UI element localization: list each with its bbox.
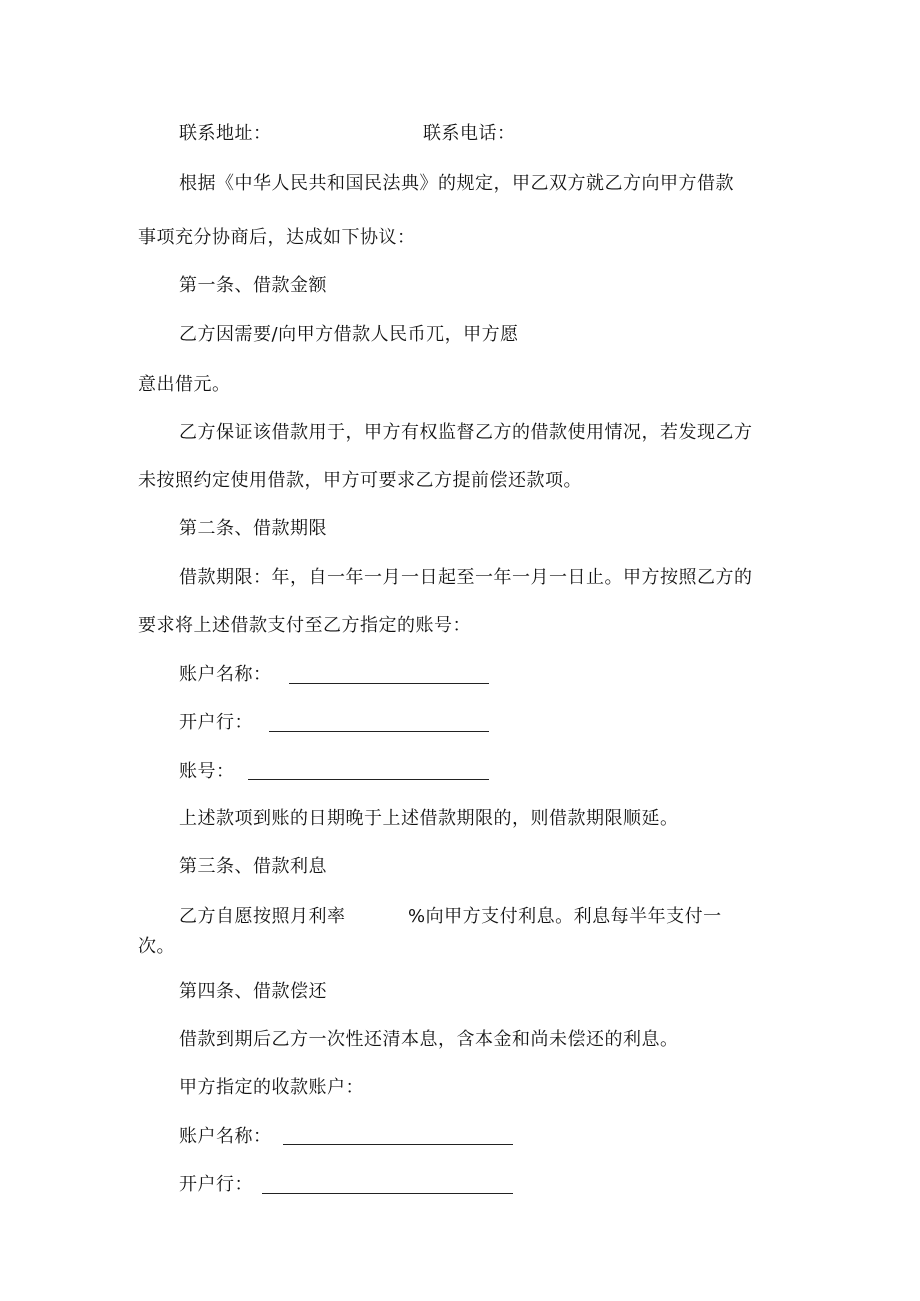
article-4-title: 第四条、借款偿还 — [179, 981, 327, 1002]
intro-line-1: 根据《中华人民共和国民法典》的规定，甲乙双方就乙方向甲方借款 — [179, 173, 734, 194]
receiving-account-name-label: 账户名称： — [179, 1126, 272, 1147]
article-2-title: 第二条、借款期限 — [179, 518, 327, 539]
article-2-p2: 上述款项到账的日期晚于上述借款期限的，则借款期限顺延。 — [179, 808, 679, 829]
receiving-bank-blank — [262, 1193, 513, 1194]
article-1-p1-line-1: 乙方因需要/向甲方借款人民币兀，甲方愿 — [179, 324, 519, 345]
article-1-p1-line-2: 意出借元。 — [138, 374, 231, 395]
article-4-p1: 借款到期后乙方一次性还清本息，含本金和尚未偿还的利息。 — [179, 1029, 679, 1050]
account-number-blank — [248, 779, 489, 780]
article-1-title: 第一条、借款金额 — [179, 275, 327, 296]
account-name-label: 账户名称： — [179, 664, 272, 685]
article-3-p1-part-1: 乙方自愿按照月利率 — [179, 906, 346, 927]
article-3-p1-line-2: 次。 — [138, 936, 175, 957]
article-3-p1-part-2: %向甲方支付利息。利息每半年支付一 — [408, 906, 722, 927]
article-3-title: 第三条、借款利息 — [179, 856, 327, 877]
article-4-p2: 甲方指定的收款账户： — [179, 1077, 364, 1098]
bank-blank — [269, 731, 489, 732]
article-1-p2-line-1: 乙方保证该借款用于，甲方有权监督乙方的借款使用情况，若发现乙方 — [179, 422, 753, 443]
receiving-account-name-blank — [283, 1144, 513, 1145]
contact-phone-label: 联系电话： — [423, 123, 516, 144]
intro-line-2: 事项充分协商后，达成如下协议： — [138, 227, 416, 248]
bank-label: 开户行： — [179, 712, 253, 733]
article-2-p1-line-1: 借款期限：年，自一年一月一日起至一年一月一日止。甲方按照乙方的 — [179, 567, 753, 588]
account-number-label: 账号： — [179, 761, 235, 782]
article-1-p2-line-2: 未按照约定使用借款，甲方可要求乙方提前偿还款项。 — [138, 470, 582, 491]
contact-address-label: 联系地址： — [179, 123, 272, 144]
article-2-p1-line-2: 要求将上述借款支付至乙方指定的账号： — [138, 615, 471, 636]
account-name-blank — [289, 683, 489, 684]
receiving-bank-label: 开户行： — [179, 1174, 253, 1195]
